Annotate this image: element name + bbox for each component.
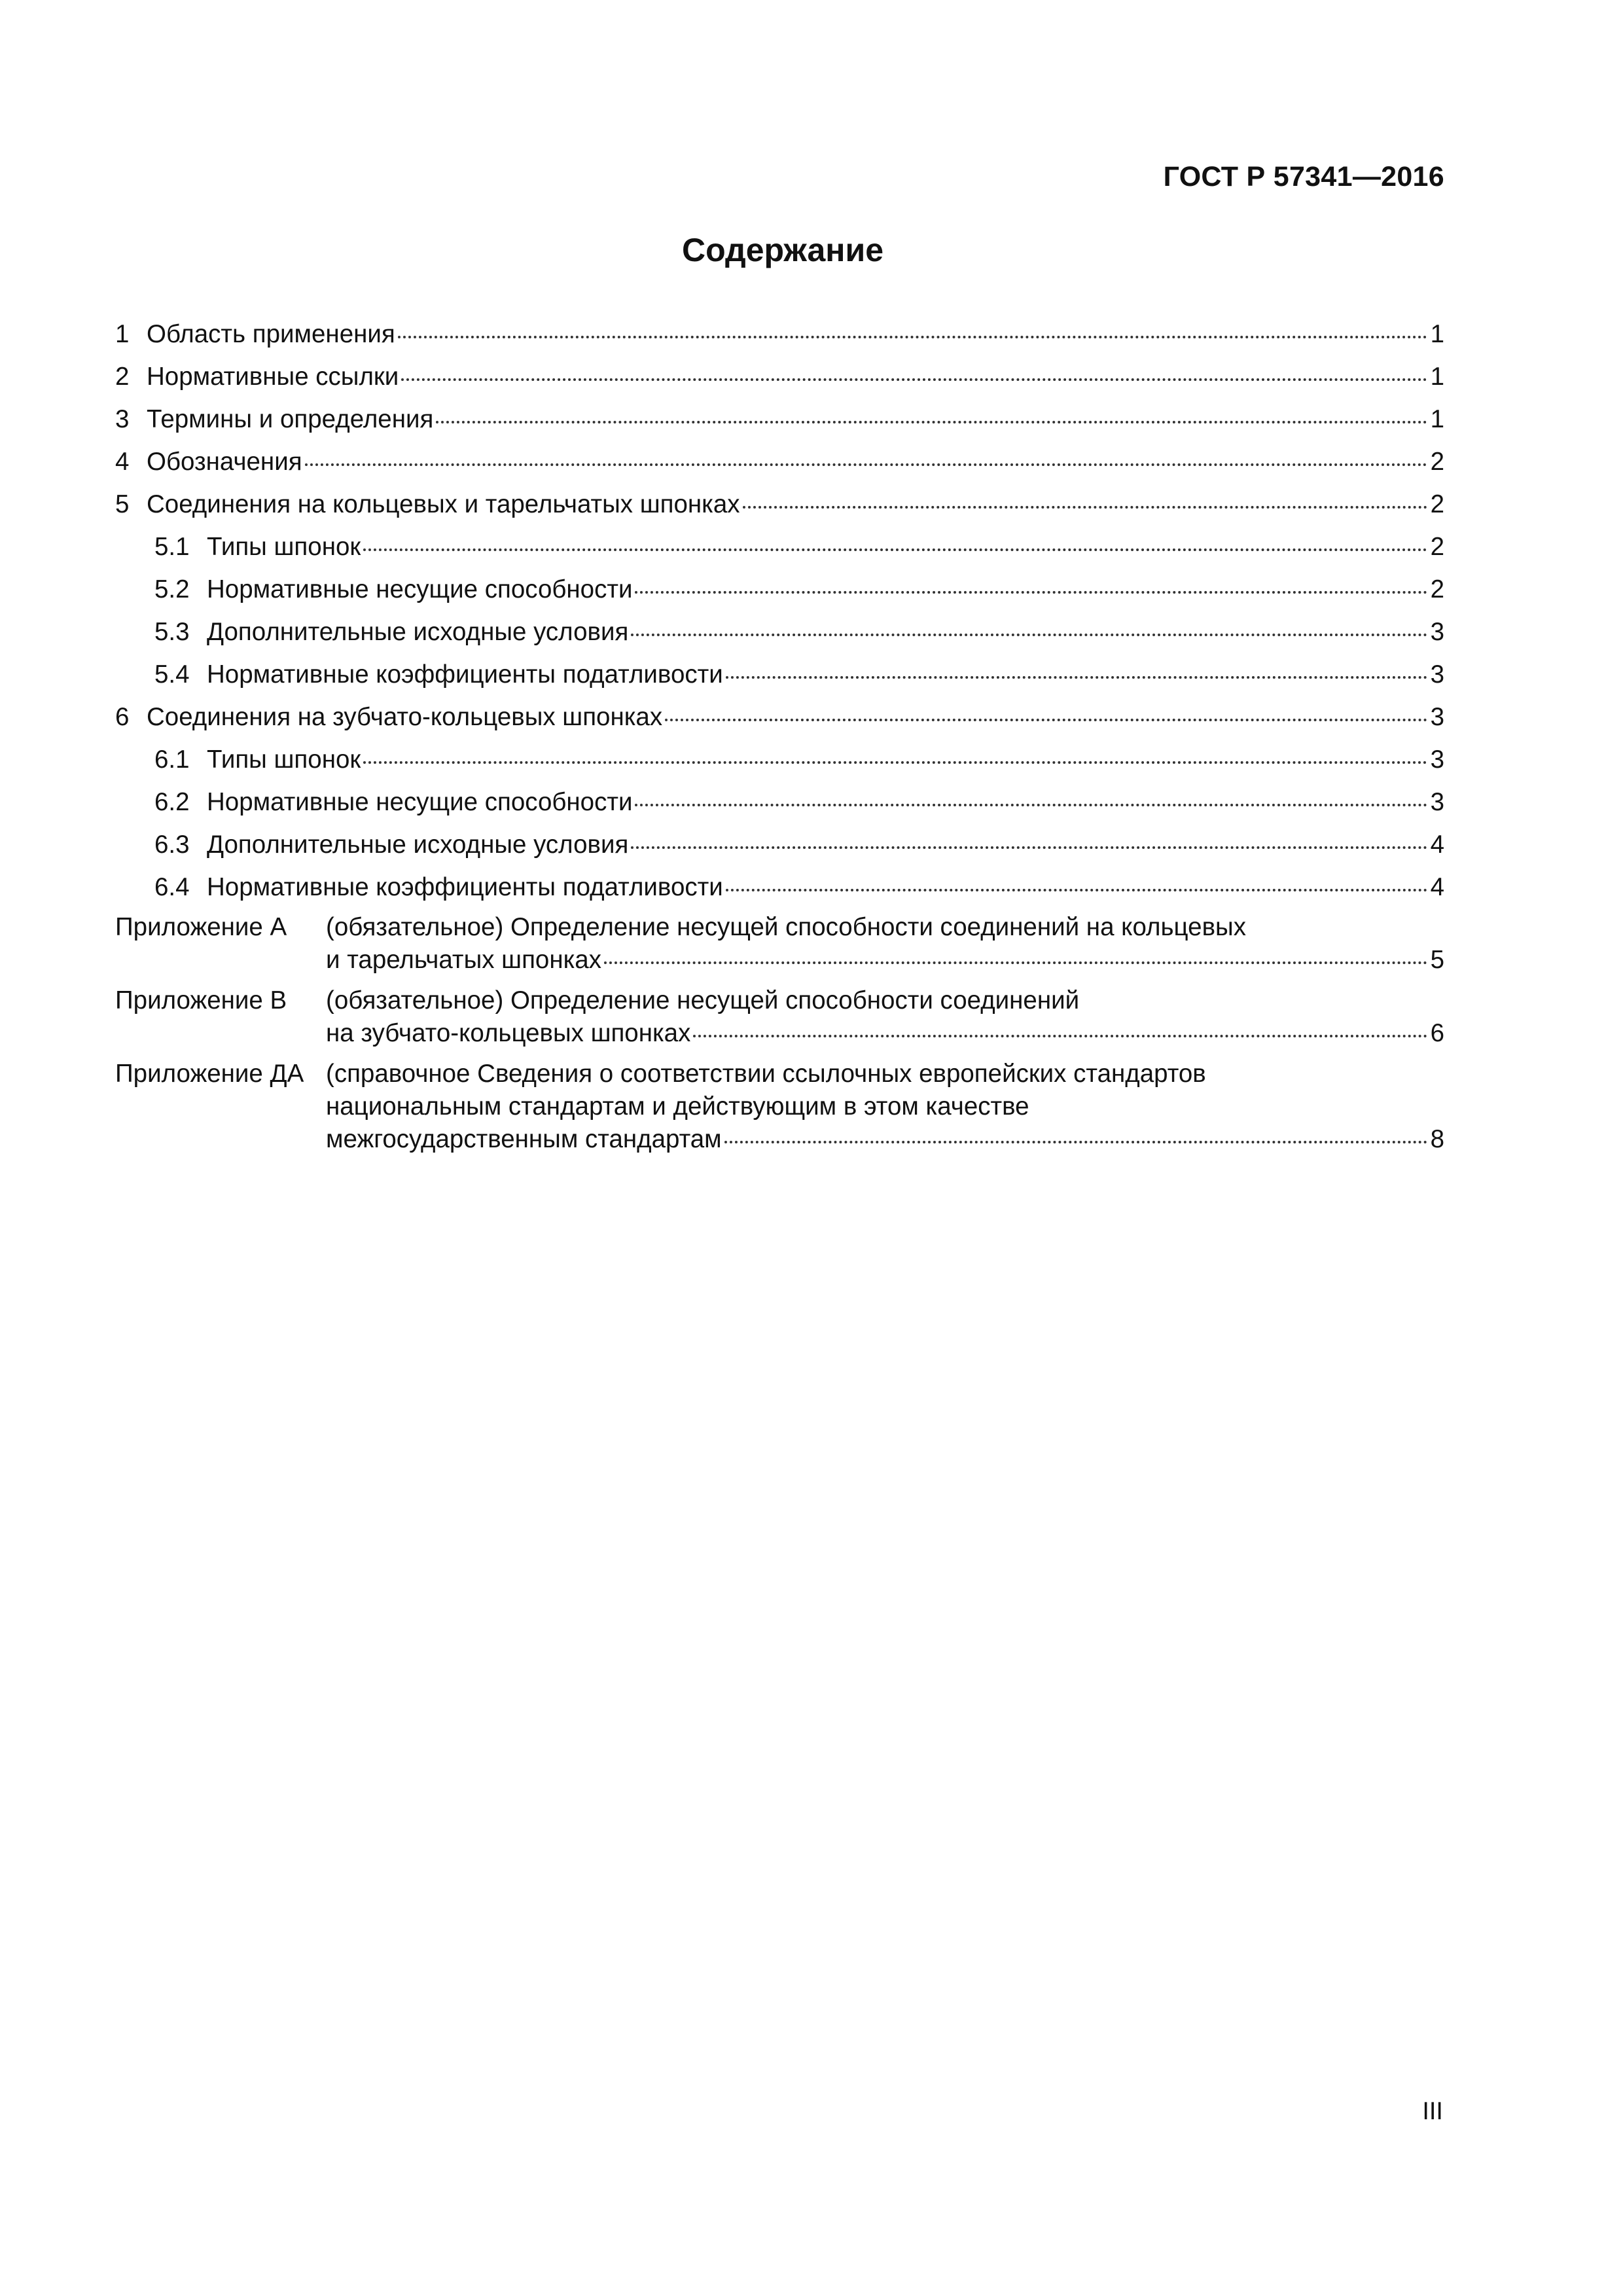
- appendix-line: и тарельчатых шпонках: [326, 946, 601, 974]
- toc-entry[interactable]: [115, 483, 1444, 526]
- toc-entry-number: 6.4: [154, 873, 190, 901]
- toc-entry-page: 1: [1430, 405, 1444, 433]
- toc-entry-page: 4: [1430, 873, 1444, 901]
- toc-entry-title: Типы шпонок: [207, 533, 361, 561]
- appendix-label: Приложение А: [115, 913, 287, 941]
- toc-subentry[interactable]: [115, 823, 1444, 866]
- dot-leader: [436, 421, 1427, 423]
- appendix-description: [326, 911, 1444, 977]
- dot-leader: [665, 719, 1427, 721]
- appendix-last-line: [326, 944, 1444, 977]
- appendix-line: на зубчато-кольцевых шпонках: [326, 1019, 691, 1047]
- toc-entry-title: Нормативные коэффициенты податливости: [207, 660, 723, 689]
- dot-leader: [305, 463, 1427, 466]
- toc-entry-title: Область применения: [147, 320, 395, 348]
- toc-entry-title: Нормативные ссылки: [147, 363, 399, 391]
- toc-entry-title: Дополнительные исходные условия: [207, 618, 629, 646]
- dot-leader: [398, 336, 1427, 338]
- toc-entry-number: 3: [115, 405, 130, 433]
- appendix-last-line: [326, 1017, 1444, 1050]
- toc-entry[interactable]: [115, 440, 1444, 483]
- toc-subentry[interactable]: [115, 611, 1444, 653]
- toc-entry-number: 4: [115, 448, 130, 476]
- toc-entry-page: 3: [1430, 788, 1444, 816]
- toc-subentry[interactable]: [115, 866, 1444, 908]
- toc-entry-number: 5.4: [154, 660, 190, 689]
- toc-subentry[interactable]: [115, 568, 1444, 611]
- toc-entry-page: 2: [1430, 533, 1444, 561]
- page-title: Содержание: [681, 232, 884, 268]
- dot-leader: [363, 548, 1427, 551]
- toc-entry-number: 5.1: [154, 533, 190, 561]
- appendix-line: (обязательное) Определение несущей способности соединений на кольцевых: [326, 913, 1246, 941]
- toc-entry-number: 1: [115, 320, 130, 348]
- toc-entry-title: Соединения на зубчато-кольцевых шпонках: [147, 703, 663, 731]
- toc-subentry[interactable]: [115, 781, 1444, 823]
- toc-entry-number: 2: [115, 363, 130, 391]
- toc-entry-number: 5.2: [154, 575, 190, 603]
- toc-entry-title: Типы шпонок: [207, 745, 361, 774]
- appendix-label: Приложение В: [115, 986, 287, 1014]
- toc-entry-page: 1: [1430, 320, 1444, 348]
- toc-entry-number: 6.2: [154, 788, 190, 816]
- toc-entry-page: 2: [1430, 575, 1444, 603]
- toc-subentry[interactable]: [115, 738, 1444, 781]
- toc-entry-page: 3: [1430, 745, 1444, 774]
- toc-subentry[interactable]: [115, 526, 1444, 568]
- toc-entry-number: 6: [115, 703, 130, 731]
- appendix-page: 6: [1430, 1019, 1444, 1047]
- appendix-entry-da[interactable]: [115, 1058, 1444, 1156]
- toc-entry[interactable]: [115, 355, 1444, 398]
- table-of-contents: [115, 313, 1444, 1164]
- toc-entry-page: 1: [1430, 363, 1444, 391]
- toc-entry-number: 6.3: [154, 831, 190, 859]
- toc-entry-title: Дополнительные исходные условия: [207, 831, 629, 859]
- dot-leader: [743, 506, 1427, 509]
- appendix-description: [326, 1058, 1444, 1156]
- appendix-line: (справочное Сведения о соответствии ссылочных европейских стандартов: [326, 1060, 1206, 1088]
- dot-leader: [401, 378, 1427, 381]
- toc-entry[interactable]: [115, 313, 1444, 355]
- toc-entry-page: 3: [1430, 618, 1444, 646]
- dot-leader: [726, 676, 1427, 679]
- document-code: ГОСТ Р 57341—2016: [1163, 161, 1444, 192]
- toc-entry-title: Термины и определения: [147, 405, 434, 433]
- toc-subentry[interactable]: [115, 653, 1444, 696]
- toc-entry-number: 5.3: [154, 618, 190, 646]
- appendix-description: [326, 984, 1444, 1050]
- dot-leader: [726, 889, 1427, 891]
- toc-entry-title: Соединения на кольцевых и тарельчатых шпонках: [147, 490, 740, 518]
- toc-entry[interactable]: [115, 398, 1444, 440]
- appendix-line: национальным стандартам и действующим в этом качестве: [326, 1092, 1029, 1121]
- dot-leader: [693, 1035, 1427, 1037]
- toc-entry-title: Обозначения: [147, 448, 302, 476]
- toc-entry-page: 2: [1430, 448, 1444, 476]
- toc-entry-title: Нормативные несущие способности: [207, 575, 633, 603]
- appendix-page: 8: [1430, 1125, 1444, 1153]
- dot-leader: [631, 634, 1427, 636]
- toc-entry-title: Нормативные несущие способности: [207, 788, 633, 816]
- appendix-line: (обязательное) Определение несущей способности соединений: [326, 986, 1080, 1014]
- dot-leader: [635, 804, 1427, 806]
- dot-leader: [724, 1141, 1427, 1143]
- appendix-entry-b[interactable]: [115, 984, 1444, 1050]
- toc-entry-page: 3: [1430, 660, 1444, 689]
- toc-entry-page: 3: [1430, 703, 1444, 731]
- toc-entry-page: 4: [1430, 831, 1444, 859]
- appendix-page: 5: [1430, 946, 1444, 974]
- appendix-last-line: [326, 1123, 1444, 1156]
- toc-entry-title: Нормативные коэффициенты податливости: [207, 873, 723, 901]
- toc-entry-page: 2: [1430, 490, 1444, 518]
- dot-leader: [631, 846, 1427, 849]
- dot-leader: [604, 961, 1427, 964]
- appendix-entry-a[interactable]: [115, 911, 1444, 977]
- appendix-line: межгосударственным стандартам: [326, 1125, 722, 1153]
- dot-leader: [363, 761, 1427, 764]
- appendix-label: Приложение ДА: [115, 1060, 304, 1088]
- page-number: III: [1422, 2098, 1443, 2125]
- toc-entry-number: 6.1: [154, 745, 190, 774]
- toc-entry[interactable]: [115, 696, 1444, 738]
- dot-leader: [635, 591, 1427, 594]
- toc-entry-number: 5: [115, 490, 130, 518]
